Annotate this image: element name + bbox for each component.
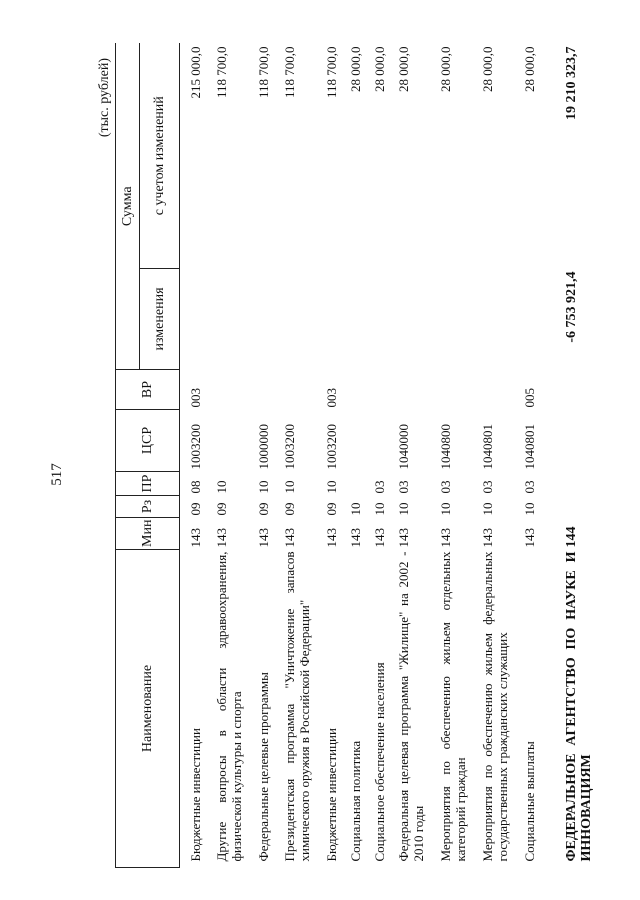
row-name: Другие вопросы в области здравоохранения, физической культуры и спорта <box>213 551 244 862</box>
row-rz: 10 <box>347 502 363 516</box>
table-row <box>348 44 372 868</box>
table-row <box>256 44 282 868</box>
row-min: 143 <box>371 528 387 548</box>
row-min: 143 <box>347 528 363 548</box>
row-name: Социальные выплаты <box>521 741 537 862</box>
row-rz: 10 <box>479 502 495 516</box>
row-vr: 003 <box>323 388 339 408</box>
row-csr <box>214 410 256 472</box>
header-changes: изменения <box>140 269 180 370</box>
row-total: 118 700,0 <box>213 46 229 99</box>
row-pr: 10 <box>255 480 271 494</box>
header-csr: ЦСР <box>116 410 180 472</box>
row-total: 28 000,0 <box>521 46 537 92</box>
row-rz: 09 <box>187 502 203 516</box>
row-pr: 03 <box>479 480 495 494</box>
header-sum: Сумма <box>116 44 140 370</box>
row-min: 143 <box>255 528 271 548</box>
row-pr: 03 <box>395 480 411 494</box>
row-total: 118 700,0 <box>323 46 339 99</box>
row-min: 143 <box>437 528 453 548</box>
row-pr: 10 <box>323 480 339 494</box>
row-min: 143 <box>187 528 203 548</box>
row-total: 28 000,0 <box>479 46 495 92</box>
budget-table <box>115 44 610 869</box>
row-total: 19 210 323,7 <box>563 46 579 120</box>
row-csr: 1003200 <box>323 424 339 470</box>
row-name: Мероприятия по обеспечению жильем федеральных государственных гражданских служащих <box>479 551 510 862</box>
row-changes <box>522 269 546 370</box>
row-rz <box>564 496 610 518</box>
budget-table-page <box>95 44 595 868</box>
row-vr: 003 <box>187 388 203 408</box>
row-rz: 10 <box>371 502 387 516</box>
row-total: 28 000,0 <box>347 46 363 92</box>
row-min: 143 <box>281 528 297 548</box>
row-vr <box>348 370 372 410</box>
row-total: 28 000,0 <box>371 46 387 92</box>
unit-note: (тыс. рублей) <box>97 58 112 138</box>
row-vr <box>372 370 396 410</box>
row-vr: 005 <box>521 388 537 408</box>
row-csr: 1040801 <box>521 424 537 470</box>
row-changes <box>188 269 214 370</box>
table-row-agency <box>564 44 610 868</box>
header-rz: Рз <box>116 496 180 518</box>
row-name: Федеральные целевые программы <box>255 672 271 862</box>
row-pr: 03 <box>371 480 387 494</box>
row-min: 143 <box>323 528 339 548</box>
row-rz: 09 <box>255 502 271 516</box>
row-min: 143 <box>521 528 537 548</box>
row-csr: 1040801 <box>479 424 495 470</box>
row-changes: -6 753 921,4 <box>563 271 579 343</box>
row-rz: 09 <box>323 502 339 516</box>
row-changes <box>324 269 348 370</box>
row-total: 118 700,0 <box>281 46 297 99</box>
header-vr: ВР <box>116 370 180 410</box>
row-name: Президентская программа "Уничтожение запасов химического оружия в Российской Федерации" <box>281 551 312 862</box>
table-row <box>396 44 438 868</box>
header-with-changes: с учетом изменений <box>140 44 180 269</box>
row-min: 143 <box>479 528 495 548</box>
table-row <box>282 44 324 868</box>
row-csr <box>348 410 372 472</box>
row-csr: 1000000 <box>255 424 271 470</box>
row-changes <box>480 269 522 370</box>
table-row <box>214 44 256 868</box>
row-vr <box>214 370 256 410</box>
row-total: 28 000,0 <box>437 46 453 92</box>
row-pr <box>348 472 372 496</box>
table-row <box>324 44 348 868</box>
row-total: 28 000,0 <box>395 46 411 92</box>
row-name: ФЕДЕРАЛЬНОЕ АГЕНТСТВО ПО НАУКЕ И ИННОВАЦИЯМ <box>563 551 594 862</box>
header-pr: ПР <box>116 472 180 496</box>
header-min: Мин <box>116 518 180 550</box>
table-row <box>188 44 214 868</box>
row-rz: 10 <box>395 502 411 516</box>
row-pr: 03 <box>437 480 453 494</box>
row-csr: 1003200 <box>187 424 203 470</box>
row-changes <box>372 269 396 370</box>
row-changes <box>396 269 438 370</box>
row-min: 144 <box>563 526 579 548</box>
row-name: Социальная политика <box>347 740 363 862</box>
table-body <box>188 44 610 868</box>
table-row <box>372 44 396 868</box>
row-name: Социальное обеспечение населения <box>371 662 387 862</box>
row-csr: 1003200 <box>281 424 297 470</box>
row-min: 143 <box>395 528 411 548</box>
row-csr: 1040000 <box>395 424 411 470</box>
row-rz: 09 <box>213 502 229 516</box>
row-total: 118 700,0 <box>255 46 271 99</box>
row-name: Федеральная целевая программа "Жилище" на 2002 - 2010 годы <box>395 551 426 862</box>
row-pr: 10 <box>213 480 229 494</box>
table-row <box>480 44 522 868</box>
row-pr: 03 <box>521 480 537 494</box>
row-name: Мероприятия по обеспечению жильем отдельных категорий граждан <box>437 551 468 862</box>
row-csr <box>372 410 396 472</box>
row-vr <box>564 370 610 410</box>
row-vr <box>438 370 480 410</box>
page-number: 517 <box>48 463 65 486</box>
row-csr <box>564 410 610 472</box>
row-pr: 08 <box>187 480 203 494</box>
header-name: Наименование <box>116 550 180 868</box>
row-vr <box>396 370 438 410</box>
row-vr <box>480 370 522 410</box>
row-changes <box>214 269 256 370</box>
row-vr <box>282 370 324 410</box>
row-name: Бюджетные инвестиции <box>187 728 203 862</box>
row-changes <box>438 269 480 370</box>
row-vr <box>256 370 282 410</box>
row-changes <box>348 269 372 370</box>
row-min: 143 <box>213 528 229 548</box>
row-changes <box>256 269 282 370</box>
row-csr: 1040800 <box>437 424 453 470</box>
row-pr <box>564 472 610 496</box>
row-rz: 09 <box>281 502 297 516</box>
table-row <box>438 44 480 868</box>
row-pr: 10 <box>281 480 297 494</box>
row-total: 215 000,0 <box>187 46 203 99</box>
row-rz: 10 <box>521 502 537 516</box>
row-changes <box>282 269 324 370</box>
row-name: Бюджетные инвестиции <box>323 728 339 862</box>
row-rz: 10 <box>437 502 453 516</box>
table-row <box>522 44 546 868</box>
